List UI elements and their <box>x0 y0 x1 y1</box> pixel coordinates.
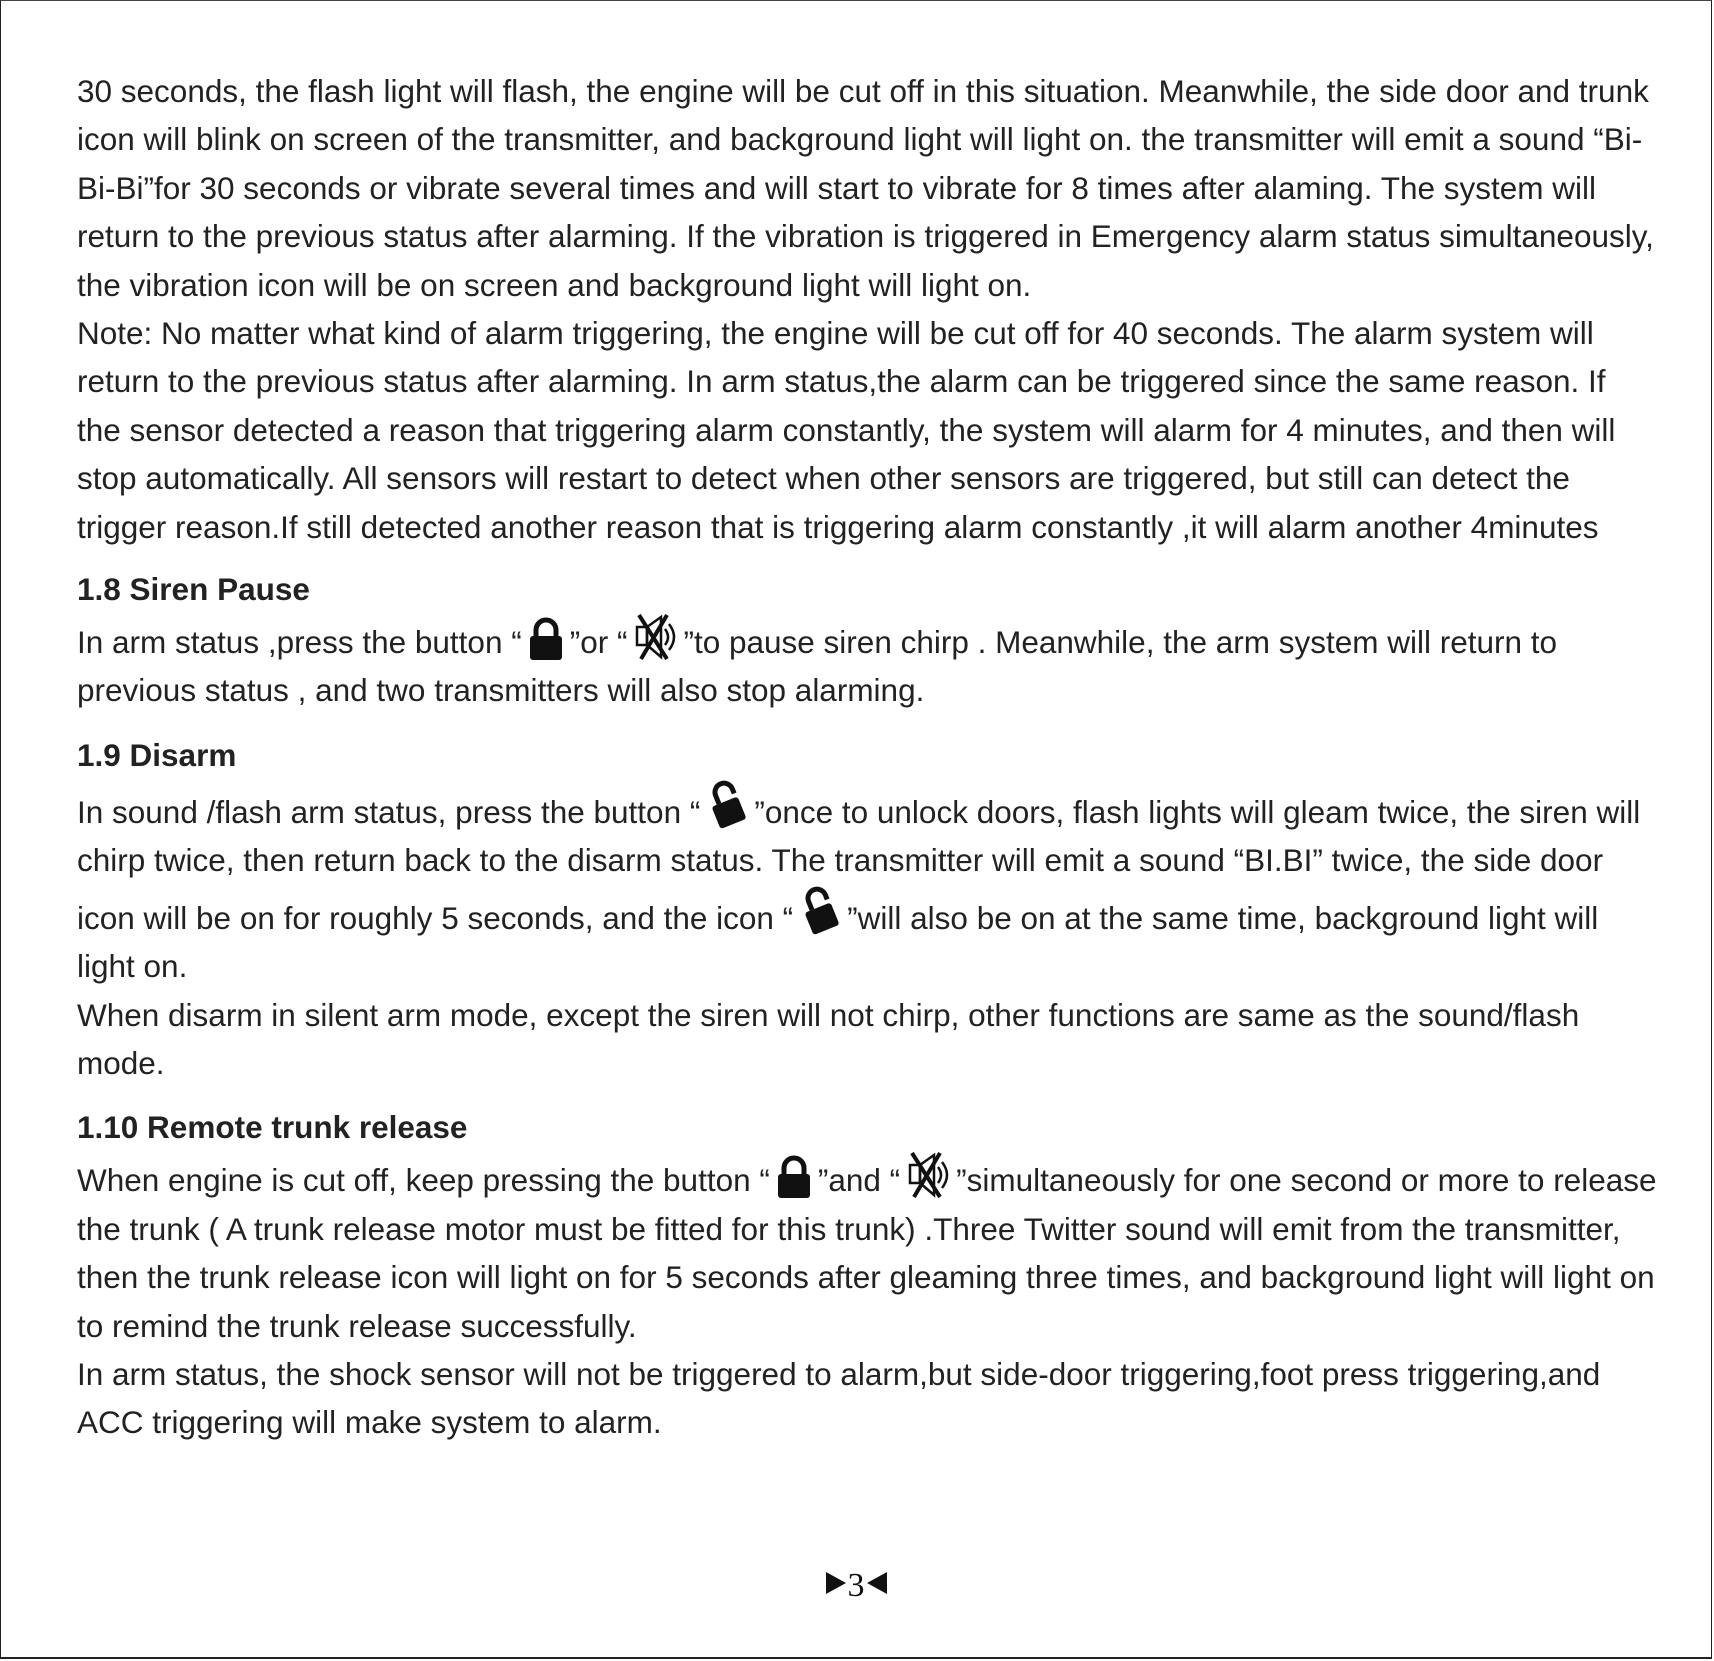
unlock-icon <box>799 885 841 937</box>
note-paragraph: Note: No matter what kind of alarm triggering, the engine will be cut off for 40 seconds. The alarm system will return to the previous status after alarming. In arm status,the alarm can be triggered since the same reason. If the sensor detected a reason that triggering alarm constantly, the system will alarm for 4 minutes, and then will stop automatically. All sensors will restart to detect when other sensors are triggered, but still can detect the trigger reason.If still detected another reason that is triggering alarm constantly ,it will alarm another 4minutes <box>77 315 1616 545</box>
disarm-silent-paragraph: When disarm in silent arm mode, except the siren will not chirp, other functions are same as the sound/flash mode. <box>77 996 1580 1081</box>
mute-speaker-icon <box>633 613 677 661</box>
section-heading-disarm: 1.9 Disarm <box>77 736 237 773</box>
lock-icon <box>776 1155 812 1199</box>
trunk-release-paragraph: When engine is cut off, keep pressing the button “ ”and “ ”simultaneously for one second or more to release the trunk ( A trunk release motor must be fitted for this trunk) .Three Twitter sound will emit from the transmitter, then the trunk release icon will light on for 5 seconds after gleaming three times, and background light will light on to remind the trunk release successfully. <box>77 1151 1657 1350</box>
mute-speaker-icon <box>906 1151 950 1199</box>
lock-icon <box>528 617 564 661</box>
siren-pause-paragraph: In arm status ,press the button “ ”or “ ”to pause siren chirp . Meanwhile, the arm system will return to previous status , and two transmitters will also stop alarming. <box>77 613 1657 715</box>
intro-paragraph: 30 seconds, the flash light will flash, the engine will be cut off in this situation. Meanwhile, the side door and trunk icon will blink on screen of the transmitter, and background light will light on. the transmitter will emit a sound “Bi-Bi-Bi”for 30 seconds or vibrate several times and will start to vibrate for 8 times after alaming. The system will return to the previous status after alarming. If the vibration is triggered in Emergency alarm status simultaneously, the vibration icon will be on screen and background light will light on. <box>77 73 1654 303</box>
unlock-icon <box>706 779 748 831</box>
disarm-paragraph: In sound /flash arm status, press the button “ ”once to unlock doors, flash lights will gleam twice, the siren will chirp twice, then return back to the disarm status. The transmitter will emit a sound “BI.BI” twice, the side door icon will be on for roughly 5 seconds, and the icon “ ”will also be on at the same time, background light will light on. <box>77 779 1657 991</box>
triangle-right-icon <box>826 1572 846 1594</box>
page-content <box>77 67 1657 1447</box>
section-heading-siren-pause: 1.8 Siren Pause <box>77 571 310 608</box>
section-heading-trunk-release: 1.10 Remote trunk release <box>77 1109 468 1146</box>
trunk-arm-paragraph: In arm status, the shock sensor will not be triggered to alarm,but side-door triggering,foot press triggering,and ACC triggering will make system to alarm. <box>77 1355 1601 1441</box>
triangle-left-icon <box>867 1572 887 1594</box>
page-number: 3 <box>1 1567 1711 1605</box>
